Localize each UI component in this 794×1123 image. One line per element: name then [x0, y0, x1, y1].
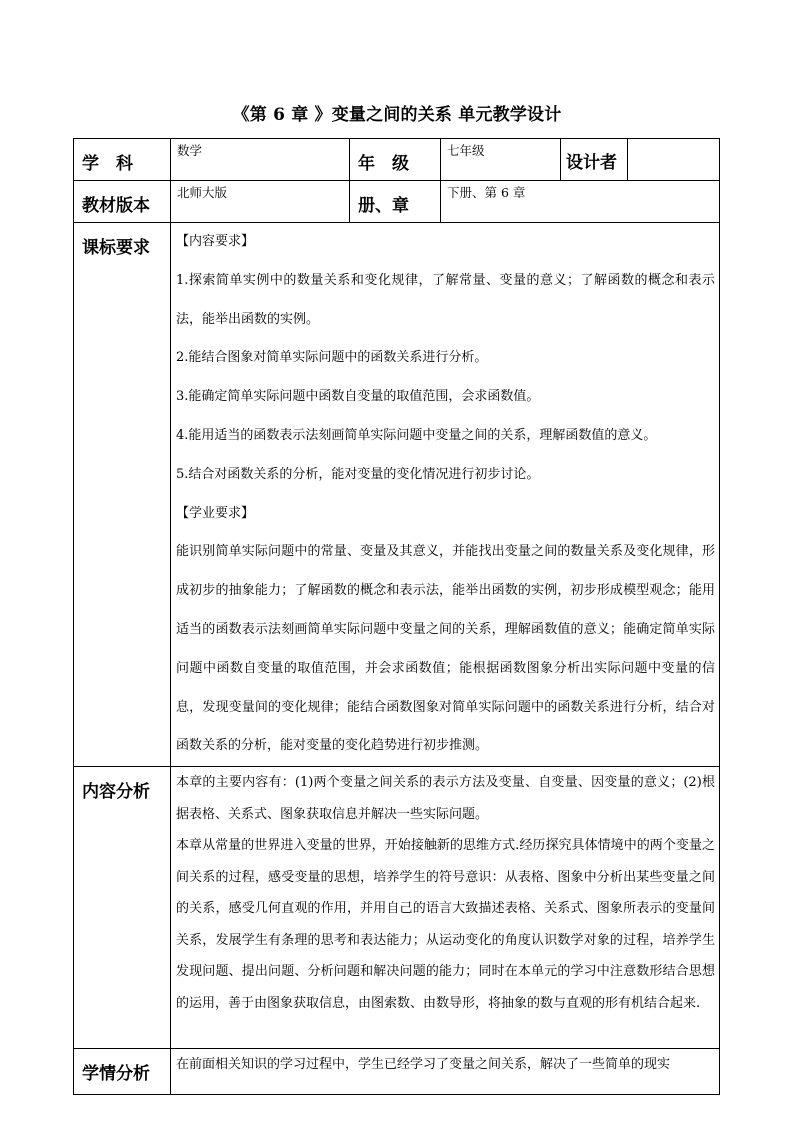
row-subject	[74, 139, 720, 181]
grade-value: 七年级	[441, 139, 561, 181]
academic-requirements-text: 能识别简单实际问题中的常量、变量及其意义，并能找出变量之间的数量关系及变化规律，形成初步的抽象能力；了解函数的概念和表示法，能举出函数的实例，初步形成模型观念；能用适当的函数表示法刻画简单实际问题中变量之间的关系，理解函数值的意义；能确定简单实际问题中函数自变量的取值范围，并会求函数值；能根据函数图象分析出实际问题中变量的信息，发现变量间的变化规律；能结合函数图象对简单实际问题中的函数关系进行分析，结合对函数关系的分析，能对变量的变化趋势进行初步推测。	[176, 544, 715, 754]
requirement-item-1: 1.探索简单实例中的数量关系和变化规律，了解常量、变量的意义；了解函数的概念和表示法，能举出函数的实例。	[176, 272, 715, 327]
grade-label: 年 级	[350, 139, 441, 181]
volume-value: 下册、第 6 章	[441, 181, 720, 223]
learner-analysis-body: 在前面相关知识的学习过程中，学生已经学习了变量之间关系，解决了一些简单的现实	[171, 1049, 720, 1095]
row-curriculum	[74, 223, 720, 767]
content-requirements-heading: 【内容要求】	[176, 234, 255, 249]
curriculum-content	[171, 223, 720, 767]
row-textbook	[74, 181, 720, 223]
subject-value: 数学	[171, 139, 350, 181]
textbook-label: 教材版本	[74, 181, 171, 223]
learner-analysis-label: 学情分析	[74, 1049, 171, 1095]
curriculum-label: 课标要求	[74, 223, 171, 767]
content-analysis-body	[171, 767, 720, 1049]
content-analysis-label: 内容分析	[74, 767, 171, 1049]
page-title: 《第 6 章 》变量之间的关系 单元教学设计	[232, 105, 562, 125]
requirement-item-2: 2.能结合图象对简单实际问题中的函数关系进行分析。	[176, 350, 488, 366]
requirement-item-3: 3.能确定简单实际问题中函数自变量的取值范围，会求函数值。	[176, 389, 540, 405]
textbook-value: 北师大版	[171, 181, 350, 223]
subject-label: 学 科	[74, 139, 171, 181]
row-content-analysis	[74, 767, 720, 1049]
content-analysis-para-2: 本章从常量的世界进入变量的世界，开始接触新的思维方式.经历探究具体情境中的两个变量之间关系的过程，感受变量的思想，培养学生的符号意识：从表格、图象中分析出某些变量之间的关系，感受几何直观的作用，并用自己的语言大致描述表格、关系式、图象所表示的变量间关系，发展学生有条理的思考和表达能力；从运动变化的角度认识数学对象的过程，培养学生发现问题、提出问题、分析问题和解决问题的能力；同时在本单元的学习中注意数形结合思想的运用，善于由图象获取信息，由图索数、由数导形，将抽象的数与直观的形有机结合起来.	[176, 838, 715, 1011]
volume-label: 册、章	[350, 181, 441, 223]
designer-label: 设计者	[561, 139, 628, 181]
row-learner-analysis	[74, 1049, 720, 1095]
design-table	[73, 138, 720, 1095]
requirement-item-5: 5.结合对函数关系的分析，能对变量的变化情况进行初步讨论。	[176, 466, 540, 482]
academic-requirements-heading: 【学业要求】	[176, 505, 255, 521]
designer-value	[628, 139, 720, 181]
requirement-item-4: 4.能用适当的函数表示法刻画简单实际问题中变量之间的关系，理解函数值的意义。	[176, 427, 657, 443]
content-analysis-para-1: 本章的主要内容有：(1)两个变量之间关系的表示方法及变量、自变量、因变量的意义；(2)根据表格、关系式、图象获取信息并解决一些实际问题。	[176, 775, 715, 822]
